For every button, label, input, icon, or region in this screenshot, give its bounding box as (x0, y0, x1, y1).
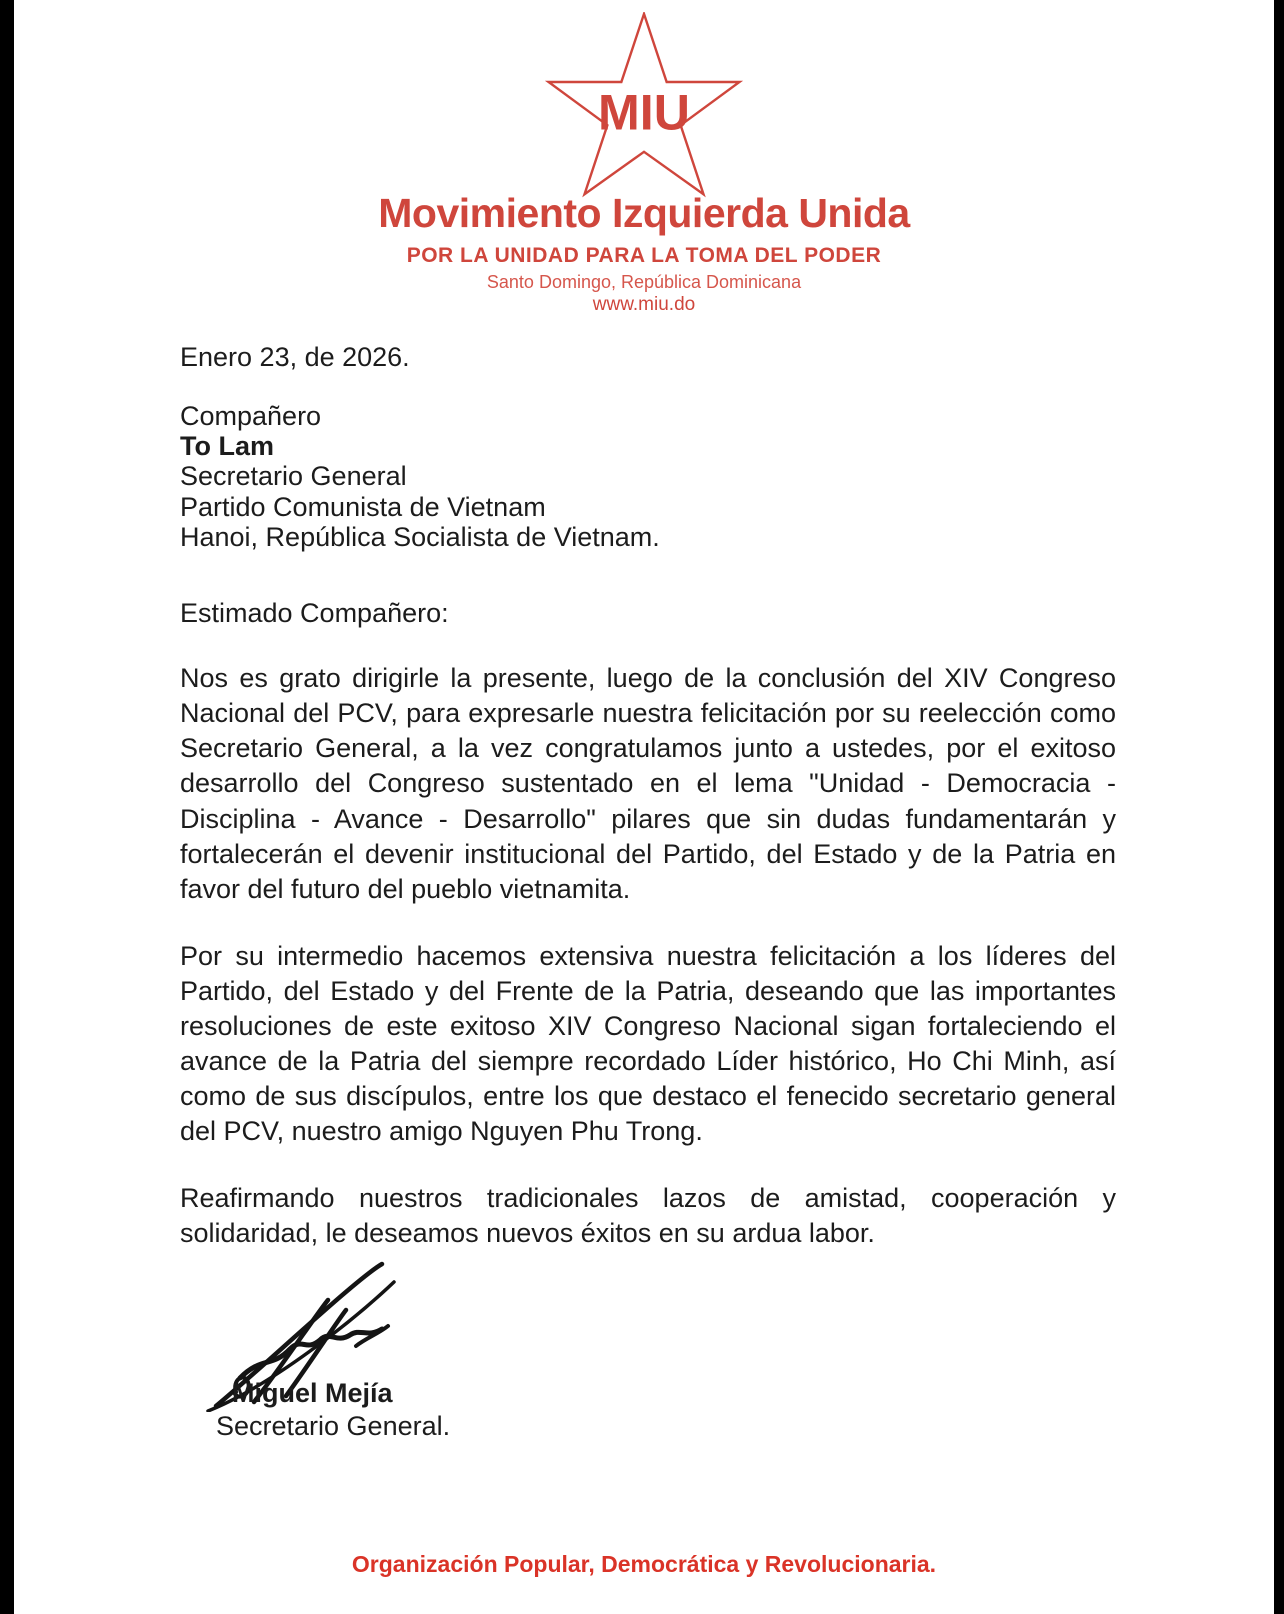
recipient-role: Secretario General (180, 461, 407, 492)
signatory-title: Secretario General. (216, 1410, 451, 1441)
footer-motto: Organización Popular, Democrática y Revolucionaria. (351, 1551, 937, 1577)
letterhead (14, 0, 1274, 316)
org-location: Santo Domingo, República Dominicana (486, 272, 802, 292)
miu-logo-text: MIU (598, 84, 690, 141)
letter-page (14, 0, 1274, 1614)
paragraph-1: Nos es grato dirigirle la presente, luego de la conclusión del XIV Congreso Nacional del PCV, para expresarle nuestra felicitación por su reelección como Secretario General, a la vez congratulamos junto a ustedes, por el exitoso desarrollo del Congreso sustentado en el lema "Unidad - Democracia - Disciplina - Avance - Desarrollo" pilares que sin dudas fundamentarán y fortalecerán el devenir institucional del Partido, del Estado y de la Patria en favor del futuro del pueblo vietnamita. (180, 663, 1116, 904)
recipient-address: Hanoi, República Socialista de Vietnam. (180, 521, 660, 552)
star-icon (532, 12, 756, 200)
letter-body (14, 342, 1274, 1442)
signature-block (180, 1254, 1116, 1442)
recipient-block (180, 401, 1116, 552)
org-name: Movimiento Izquierda Unida (378, 190, 910, 236)
paragraph-3: Reafirmando nuestros tradicionales lazos de amistad, cooperación y solidaridad, le deseamos nuevos éxitos en su ardua labor. (180, 1183, 1116, 1249)
org-website: www.miu.do (592, 294, 696, 315)
miu-star-logo (14, 12, 1274, 200)
recipient-salutation: Compañero (180, 401, 322, 431)
recipient-organization: Partido Comunista de Vietnam (180, 491, 546, 522)
recipient-name: To Lam (180, 431, 274, 462)
letter-greeting: Estimado Compañero: (180, 598, 449, 629)
paragraph-2: Por su intermedio hacemos extensiva nuestra felicitación a los líderes del Partido, del Estado y del Frente de la Patria, deseando que las importantes resoluciones de este exitoso XIV Congreso Nacional sigan fortaleciendo el avance de la Patria del siempre recordado Líder histórico, Ho Chi Minh, así como de sus discípulos, entre los que destaco el fenecido secretario general del PCV, nuestro amigo Nguyen Phu Trong. (180, 940, 1116, 1147)
signatory-name: Miguel Mejía (232, 1377, 393, 1408)
org-slogan: POR LA UNIDAD PARA LA TOMA DEL PODER (406, 244, 882, 267)
letter-date: Enero 23, de 2026. (180, 342, 410, 372)
